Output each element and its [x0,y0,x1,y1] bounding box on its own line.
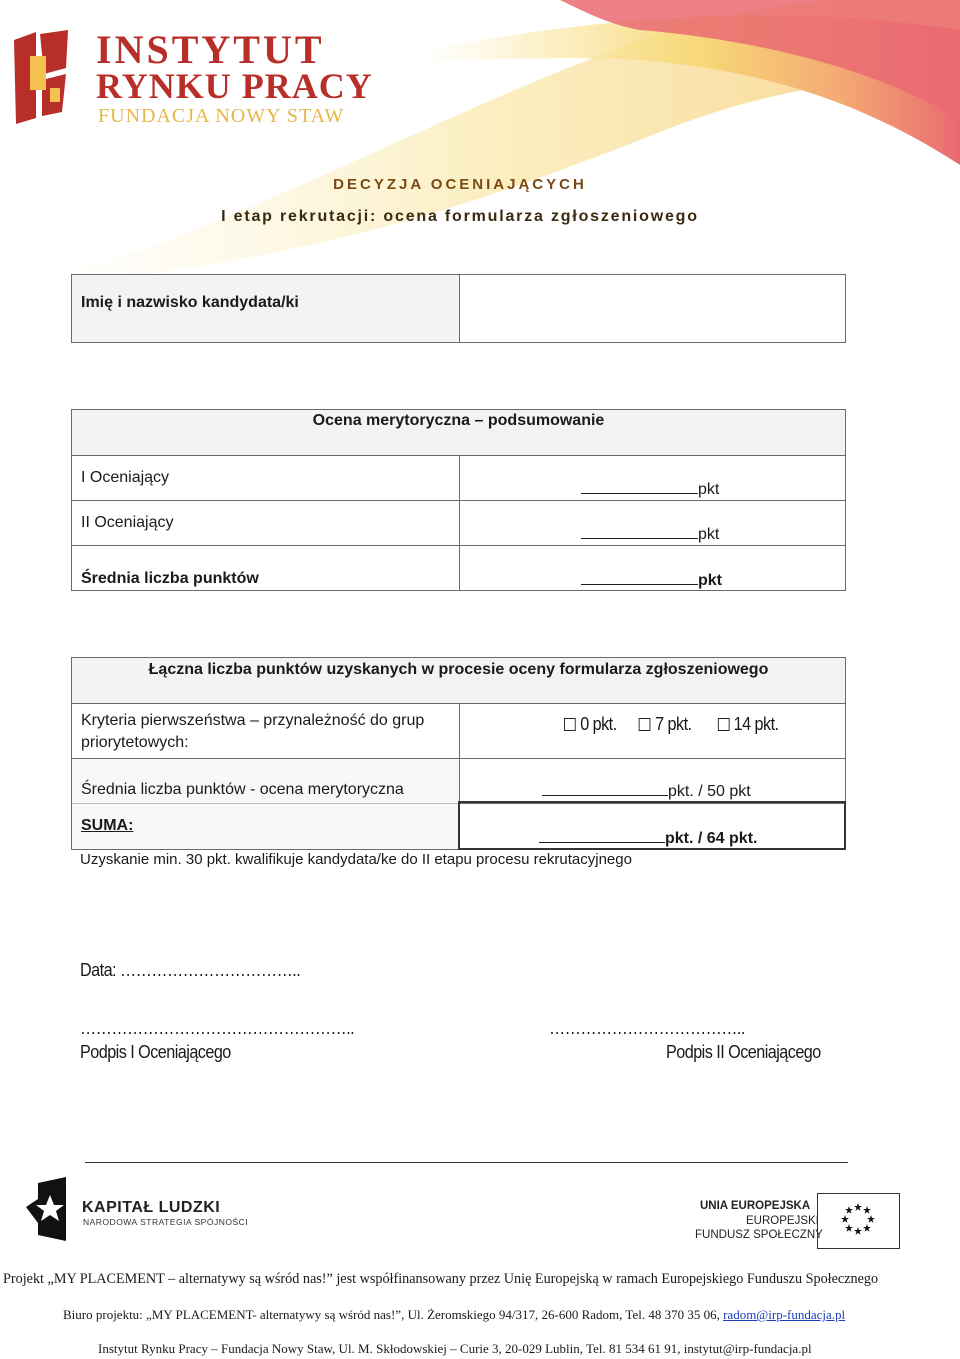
logo-line-3: FUNDACJA NOWY STAW [98,105,345,127]
institute-logo-icon [10,28,72,126]
footer-office-address: Biuro projektu: „MY PLACEMENT- alternatywy są wśród nas!”, Ul. Żeromskiego 94/317, 26-600 Radom, Tel. 48 370 35 06, radom@irp-fundacja.pl [63,1307,846,1322]
summary-row-value[interactable]: pkt [581,524,719,544]
total-header: Łączna liczba punktów uzyskanych w procesie oceny formularza zgłoszeniowego [148,661,769,678]
date-field[interactable]: Data: …………………………….. [80,960,301,980]
option-7-checkbox[interactable]: 7 pkt. [639,714,692,734]
logo-line-1: INSTYTUT [96,27,325,72]
avg-label: Średnia liczba punktów - ocena merytoryczna [81,781,404,798]
qualification-note: Uzyskanie min. 30 pkt. kwalifikuje kandydata/ke do II etapu procesu rekrutacyjnego [80,851,632,868]
page-subtitle: I etap rekrutacji: ocena formularza zgłoszeniowego [221,208,699,225]
summary-row-label: Średnia liczba punktów [81,570,259,587]
option-14-checkbox[interactable]: 14 pkt. [717,714,778,734]
kapital-ludzki-logo-icon [24,1177,68,1241]
candidate-name-label: Imię i nazwisko kandydata/ki [81,294,299,311]
signature-line-2[interactable]: ……………………………….. [549,1018,745,1038]
candidate-table [71,274,846,343]
priority-options [564,714,779,735]
sum-label: SUMA: [81,817,134,834]
footer-project-note: Projekt „MY PLACEMENT – alternatywy są wśród nas!” jest współfinansowany przez Unię Europejską w ramach Europejskiego Funduszu Społecznego [3,1271,879,1287]
summary-row-value[interactable]: pkt [581,570,722,590]
summary-row-label: I Oceniający [81,469,170,486]
kapital-ludzki-title: KAPITAŁ LUDZKI [82,1199,221,1216]
summary-header: Ocena merytoryczna – podsumowanie [312,412,605,429]
candidate-name-field[interactable] [460,275,845,342]
office-email-link[interactable]: radom@irp-fundacja.pl [723,1307,846,1322]
signature-label-2: Podpis II Oceniającego [666,1042,821,1062]
sum-value[interactable]: pkt. / 64 pkt. [539,828,757,848]
footer-institute-address: Instytut Rynku Pracy – Fundacja Nowy Staw, Ul. M. Skłodowskiej – Curie 3, 20-029 Lublin, Tel. 81 534 61 91, instytut@irp-fundacja.pl [98,1341,812,1356]
option-0-checkbox[interactable]: 0 pkt. [564,714,617,734]
signature-label-1: Podpis I Oceniającego [80,1042,231,1062]
signature-line-1[interactable]: …………………………………………….. [80,1018,355,1038]
avg-value[interactable]: pkt. / 50 pkt [542,781,751,801]
page-title: DECYZJA OCENIAJĄCYCH [333,176,587,193]
priority-label: Kryteria pierwszeństwa – przynależność do grup priorytetowych: [81,712,425,751]
logo-line-2: RYNKU PRACY [96,66,373,106]
footer-divider [85,1162,848,1163]
summary-row-value[interactable]: pkt [581,479,719,499]
eu-flag-icon [817,1193,900,1249]
summary-table [71,409,846,591]
kapital-ludzki-subtitle: NARODOWA STRATEGIA SPÓJNOŚCI [83,1217,249,1227]
sum-cell-border [458,801,846,850]
ue-label-2: EUROPEJSKI [746,1215,819,1227]
ue-label-1: UNIA EUROPEJSKA [700,1200,811,1212]
ue-label-3: FUNDUSZ SPOŁECZNY [695,1229,823,1241]
summary-row-label: II Oceniający [81,514,174,531]
